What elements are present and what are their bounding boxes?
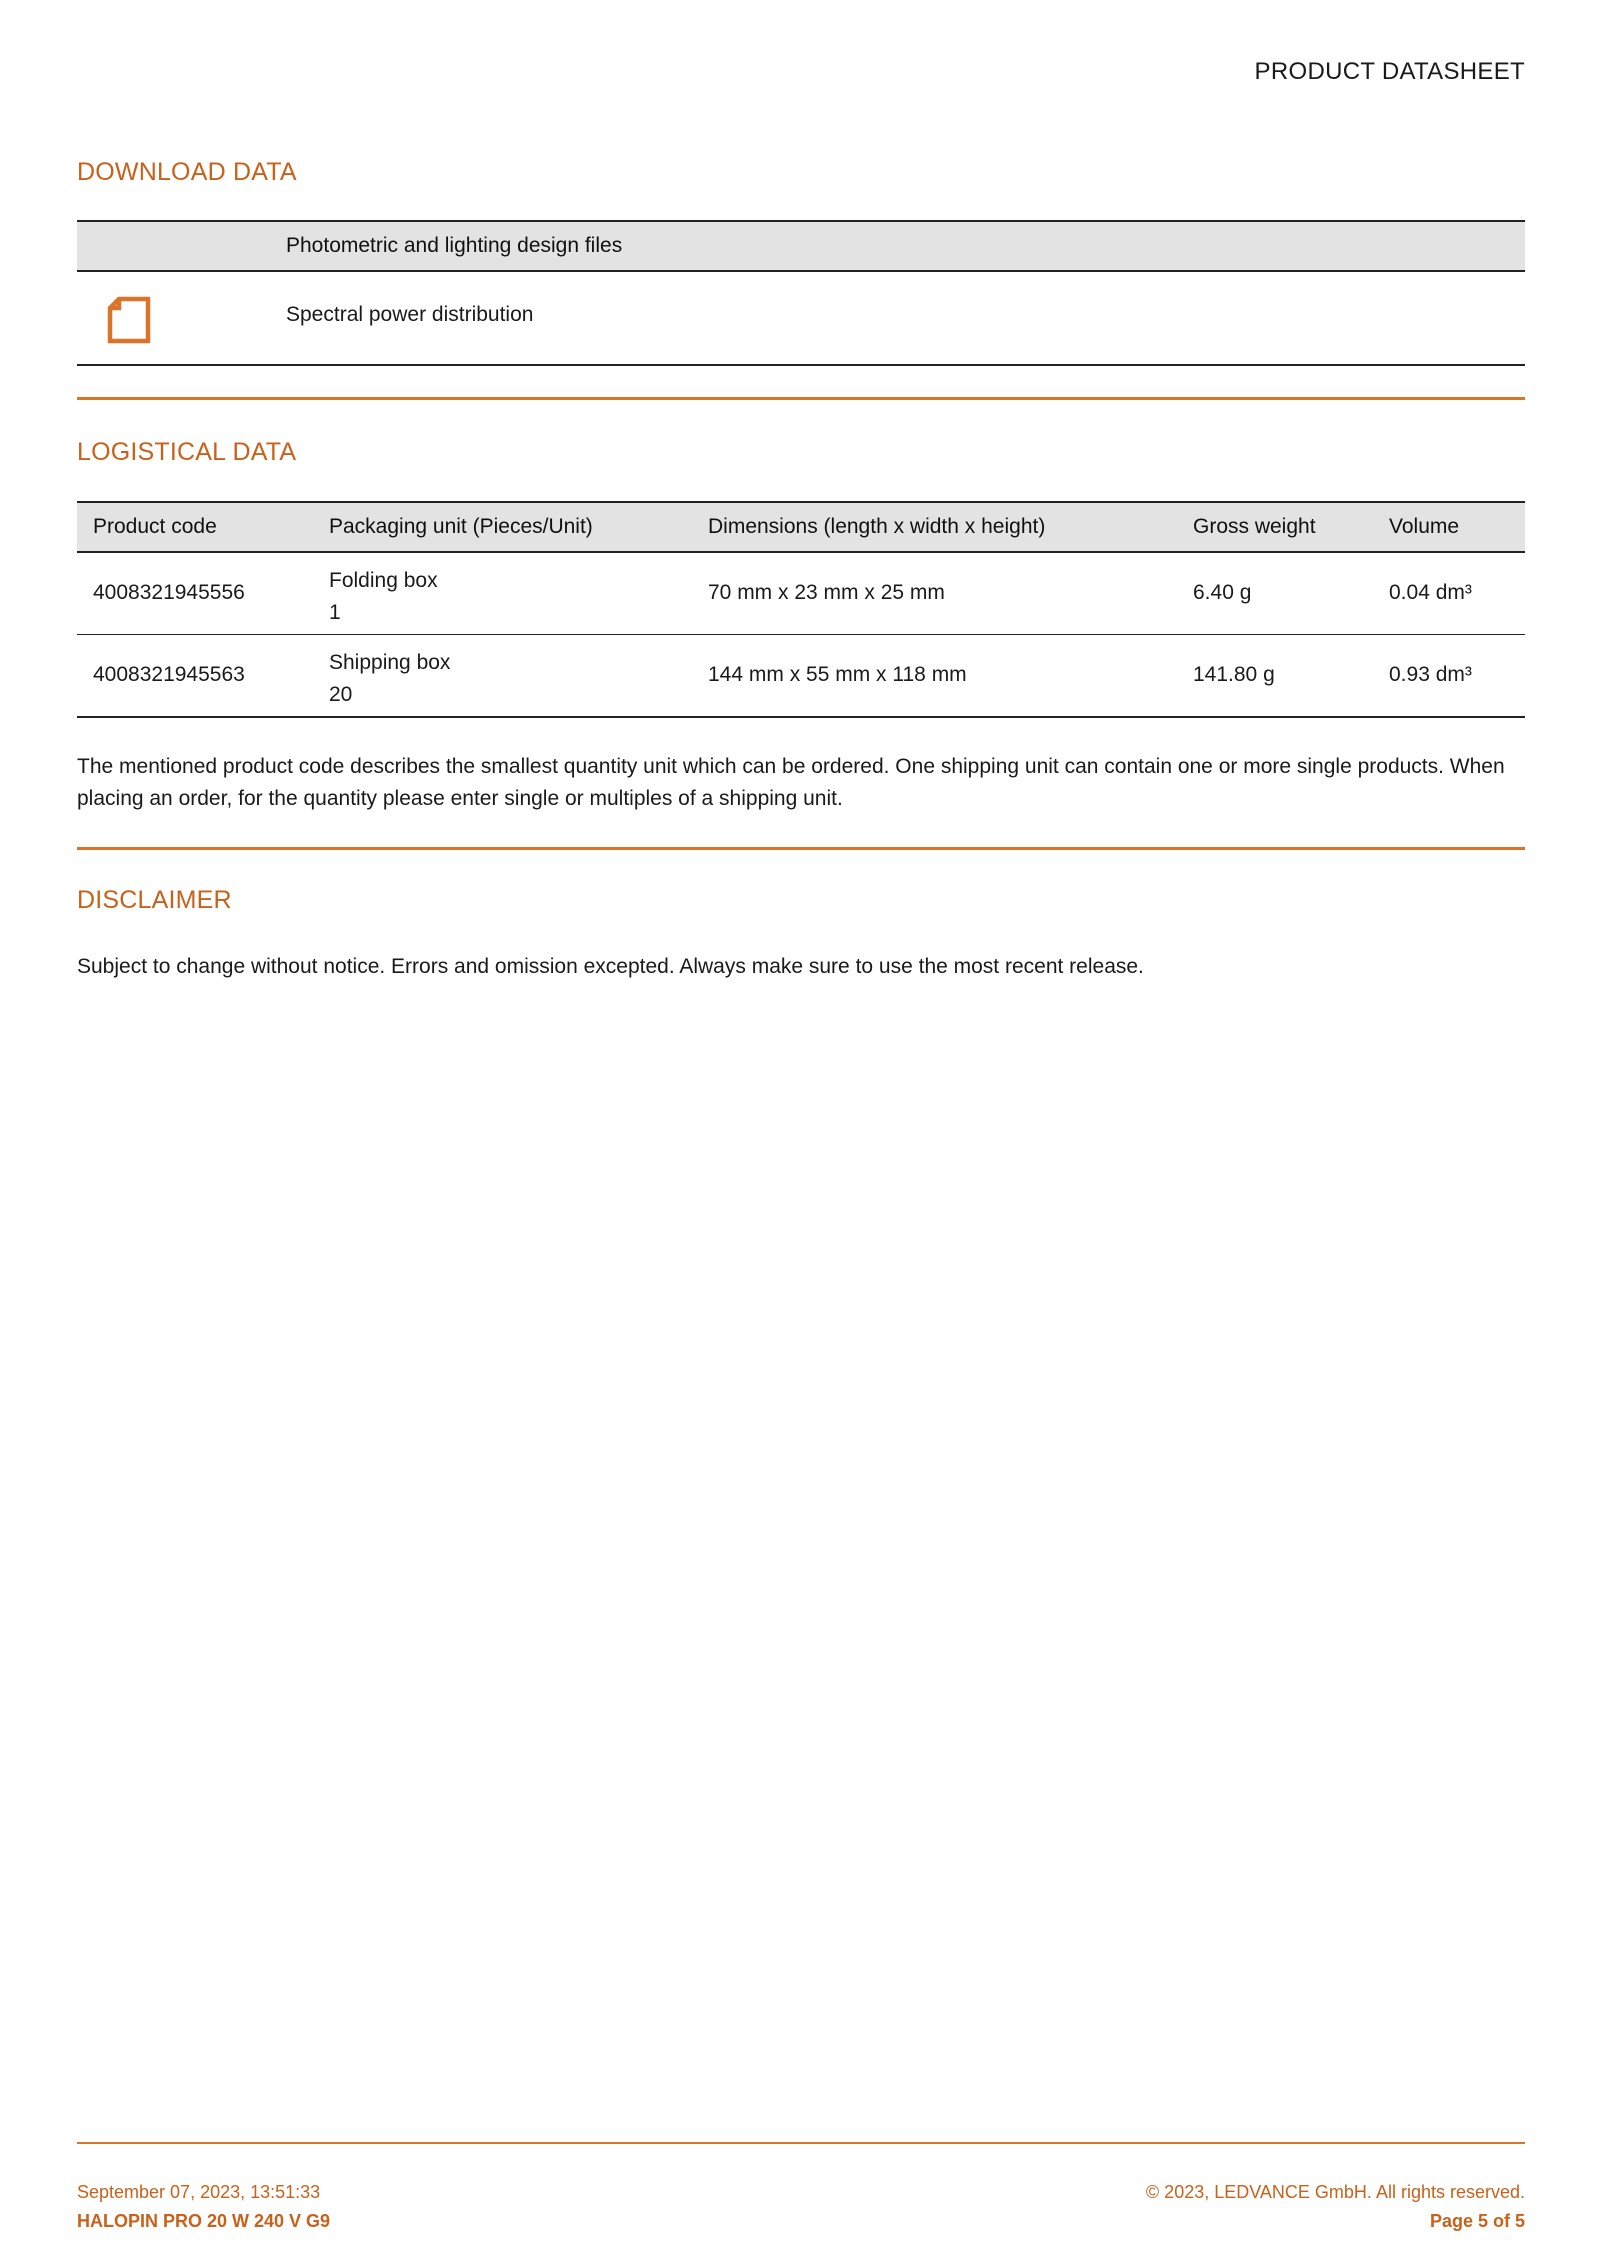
disclaimer-text: Subject to change without notice. Errors and omission excepted. Always make sure to use the most recent release. <box>77 955 1144 978</box>
column-header-gross-weight: Gross weight <box>1193 515 1316 538</box>
dimensions-cell: 70 mm x 23 mm x 25 mm <box>708 581 945 604</box>
footer-divider <box>77 2142 1525 2144</box>
packaging-quantity: 20 <box>329 683 353 706</box>
logistical-section-title: LOGISTICAL DATA <box>77 438 297 466</box>
document-icon[interactable] <box>107 296 151 344</box>
download-table <box>77 220 1525 366</box>
download-row-spectral[interactable] <box>77 272 1525 364</box>
column-header-dimensions: Dimensions (length x width x height) <box>708 515 1046 538</box>
download-column-header: Photometric and lighting design files <box>286 234 623 257</box>
section-divider <box>77 847 1525 850</box>
dimensions-cell: 144 mm x 55 mm x 118 mm <box>708 663 967 686</box>
table-row <box>77 634 1525 716</box>
footer-left <box>77 2178 330 2236</box>
footer-product-name: HALOPIN PRO 20 W 240 V G9 <box>77 2211 331 2231</box>
logistical-note: The mentioned product code describes the smallest quantity unit which can be ordered. One shipping unit can contain one or more single products. When placing an order, for the quantity please enter single or multiples of a shipping unit. <box>77 755 1505 810</box>
product-code-cell: 4008321945563 <box>93 663 245 686</box>
download-file-label[interactable]: Spectral power distribution <box>286 303 534 326</box>
datasheet-page <box>77 0 1525 2264</box>
volume-cell: 0.04 dm³ <box>1389 581 1472 604</box>
column-header-product-code: Product code <box>93 515 217 538</box>
packaging-unit-cell <box>329 647 450 711</box>
packaging-type: Folding box <box>329 569 438 592</box>
download-section-title: DOWNLOAD DATA <box>77 158 297 186</box>
packaging-type: Shipping box <box>329 651 451 674</box>
download-table-header <box>77 222 1525 272</box>
footer-copyright: © 2023, LEDVANCE GmbH. All rights reserved. <box>1145 2182 1525 2202</box>
disclaimer-section-title: DISCLAIMER <box>77 886 232 914</box>
volume-cell: 0.93 dm³ <box>1389 663 1472 686</box>
section-divider <box>77 397 1525 400</box>
packaging-quantity: 1 <box>329 601 341 624</box>
logistical-table-header <box>77 503 1525 553</box>
table-row <box>77 553 1525 634</box>
footer-page-number: Page 5 of 5 <box>1429 2211 1525 2231</box>
document-type-label: PRODUCT DATASHEET <box>1254 58 1525 85</box>
footer-right <box>1146 2178 1525 2236</box>
logistical-table <box>77 501 1525 718</box>
product-code-cell: 4008321945556 <box>93 581 245 604</box>
packaging-unit-cell <box>329 565 438 629</box>
column-header-volume: Volume <box>1389 515 1460 538</box>
gross-weight-cell: 6.40 g <box>1193 581 1252 604</box>
gross-weight-cell: 141.80 g <box>1193 663 1275 686</box>
footer-date: September 07, 2023, 13:51:33 <box>77 2182 321 2202</box>
column-header-packaging-unit: Packaging unit (Pieces/Unit) <box>329 515 593 538</box>
